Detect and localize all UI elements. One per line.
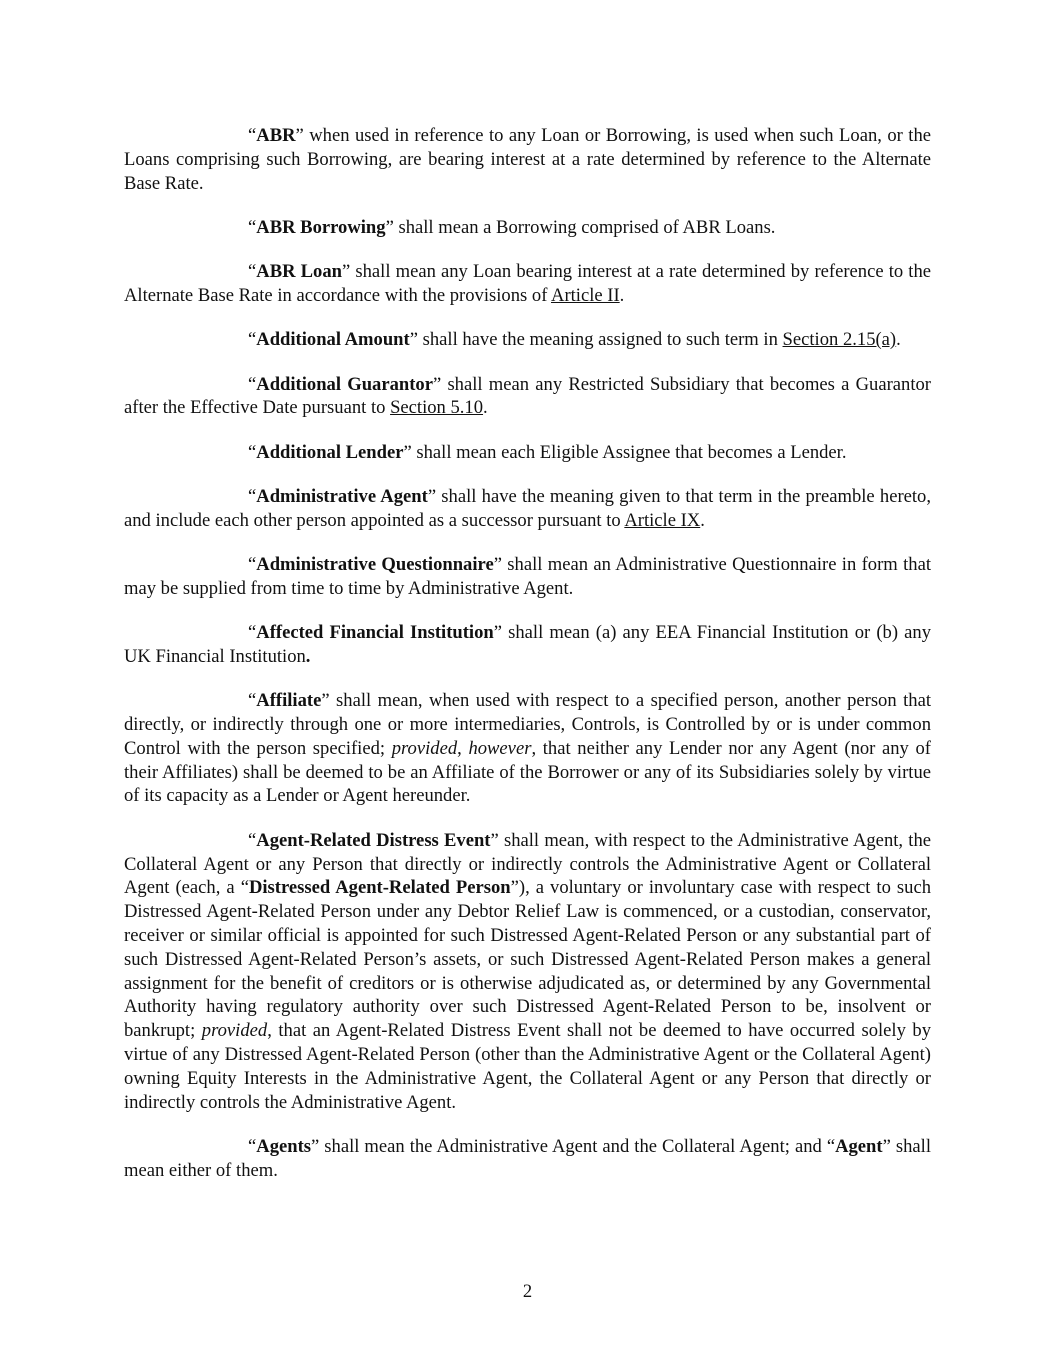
text-run: ” shall mean each Eligible Assignee that becomes a Lender. — [403, 441, 847, 463]
text-run: “ — [248, 261, 257, 283]
text-run: “ — [248, 216, 257, 238]
defined-term: Distressed Agent-Related Person — [248, 877, 511, 899]
definition-affected-financial-institution — [124, 621, 931, 669]
text-run: ” shall mean any Loan bearing interest at a rate determined by reference to the Alternate Base Rate in accordance with the provisions of — [124, 261, 932, 306]
definition-affiliate — [124, 689, 931, 808]
text-run: , that neither any Lender nor any Agent (nor any of their Affiliates) shall be deemed to be an Affiliate of the Borrower or any of its Subsidiaries solely by virtue of its capacity as a Lender or Agent hereunder. — [124, 737, 931, 807]
defined-term: Agents — [256, 1135, 312, 1157]
cross-reference: Section 2.15(a) — [782, 329, 897, 351]
text-run: , that an Agent-Related Distress Event shall not be deemed to have occurred solely by virtue of any Distressed Agent-Related Person (other than the Administrative Agent or the Collateral Agent) owning Equity Interests in the Administrative Agent, the Collateral Agent or any Person that directly or indirectly controls the Administrative Agent. — [124, 1020, 931, 1113]
defined-term: ABR — [256, 125, 296, 146]
text-run: . — [619, 284, 625, 306]
defined-term: Agent — [835, 1135, 883, 1157]
defined-term: Additional Guarantor — [256, 373, 433, 395]
text-run: . — [483, 397, 488, 419]
definition-administrative-questionnaire — [124, 553, 931, 601]
text-run: ” shall mean either of them. — [124, 1135, 931, 1181]
text-run: “ — [248, 485, 257, 507]
text-run: ”), a voluntary or involuntary case with respect to such Distressed Agent-Related Person under any Debtor Relief Law is commenced, or a custodian, conservator, receiver or similar official is appointed for such Distressed Agent-Related Person or any substantial part of such Distressed Agent-Related Person’s assets, or such Distressed Agent-Related Person makes a general assignment for the benefit of creditors or is otherwise adjudicated as, or determined by any Governmental Authority having regulatory authority over such Distressed Agent-Related Person to be, insolvent or bankrupt; — [124, 877, 931, 1042]
text-run: “ — [248, 554, 257, 576]
defined-term: Affiliate — [256, 690, 322, 712]
text-run: ” shall mean the Administrative Agent and the Collateral Agent; and “ — [311, 1135, 836, 1157]
definition-abr — [124, 124, 931, 195]
text-run: ” shall mean, when used with respect to a specified person, another person that directly, or indirectly through one or more intermediaries, Controls, is Controlled by or is under common Control with the person specified; — [124, 690, 931, 759]
text-run: “ — [248, 829, 257, 851]
definition-administrative-agent — [124, 485, 931, 533]
defined-term: Administrative Questionnaire — [256, 554, 494, 576]
definition-abr-loan — [124, 260, 931, 308]
text-run: ” when used in reference to any Loan or Borrowing, is used when such Loan, or the Loans comprising such Borrowing, are bearing interest at a rate determined by reference to the Alternate Base Rate. — [124, 125, 931, 194]
definitions-list — [124, 124, 931, 1203]
defined-term: Agent-Related Distress Event — [256, 829, 491, 851]
text-run: ” shall mean any Restricted Subsidiary that becomes a Guarantor after the Effective Date pursuant to — [124, 373, 931, 419]
definition-additional-guarantor — [124, 373, 931, 421]
defined-term: Additional Lender — [256, 441, 404, 463]
defined-term: Administrative Agent — [256, 485, 428, 507]
cross-reference: Article IX — [624, 509, 701, 531]
text-run: “ — [248, 622, 257, 644]
text-run: ” shall have the meaning given to that term in the preamble hereto, and include each other person appointed as a successor pursuant to — [124, 485, 931, 531]
page-number: 2 — [522, 1281, 533, 1302]
text-run: ” shall mean (a) any EEA Financial Institution or (b) any UK Financial Institution — [124, 622, 932, 667]
emphasis-text: however — [468, 737, 532, 759]
text-run: . — [896, 329, 901, 351]
text-run: ” shall have the meaning assigned to such term in — [409, 329, 783, 351]
emphasis-text: provided — [391, 737, 458, 759]
defined-term: . — [305, 645, 311, 667]
definition-additional-lender — [124, 441, 931, 465]
text-run: “ — [248, 441, 257, 463]
text-run: ” shall mean, with respect to the Administrative Agent, the Collateral Agent or any Person that directly or indirectly controls the Administrative Agent or Collateral Agent (each, a “ — [124, 829, 931, 899]
text-run: “ — [248, 1135, 257, 1157]
defined-term: ABR Borrowing — [256, 216, 386, 238]
definition-agents — [124, 1135, 931, 1183]
text-run: ” shall mean an Administrative Questionnaire in form that may be supplied from time to time by Administrative Agent. — [124, 554, 931, 599]
text-run: “ — [248, 690, 257, 712]
text-run: “ — [248, 329, 257, 351]
definition-additional-amount — [124, 328, 931, 352]
definition-agent-related-distress-event — [124, 829, 931, 1115]
text-run: ” shall mean a Borrowing comprised of ABR Loans. — [385, 216, 776, 238]
defined-term: Additional Amount — [256, 329, 410, 351]
emphasis-text: provided — [201, 1020, 268, 1042]
text-run: “ — [248, 125, 257, 146]
text-run: “ — [248, 373, 257, 395]
defined-term: ABR Loan — [256, 261, 342, 283]
text-run: . — [700, 509, 705, 531]
text-run: , — [457, 737, 469, 759]
defined-term: Affected Financial Institution — [256, 622, 494, 644]
cross-reference: Section 5.10 — [390, 397, 484, 419]
cross-reference: Article II — [551, 284, 620, 306]
definition-abr-borrowing — [124, 216, 931, 240]
